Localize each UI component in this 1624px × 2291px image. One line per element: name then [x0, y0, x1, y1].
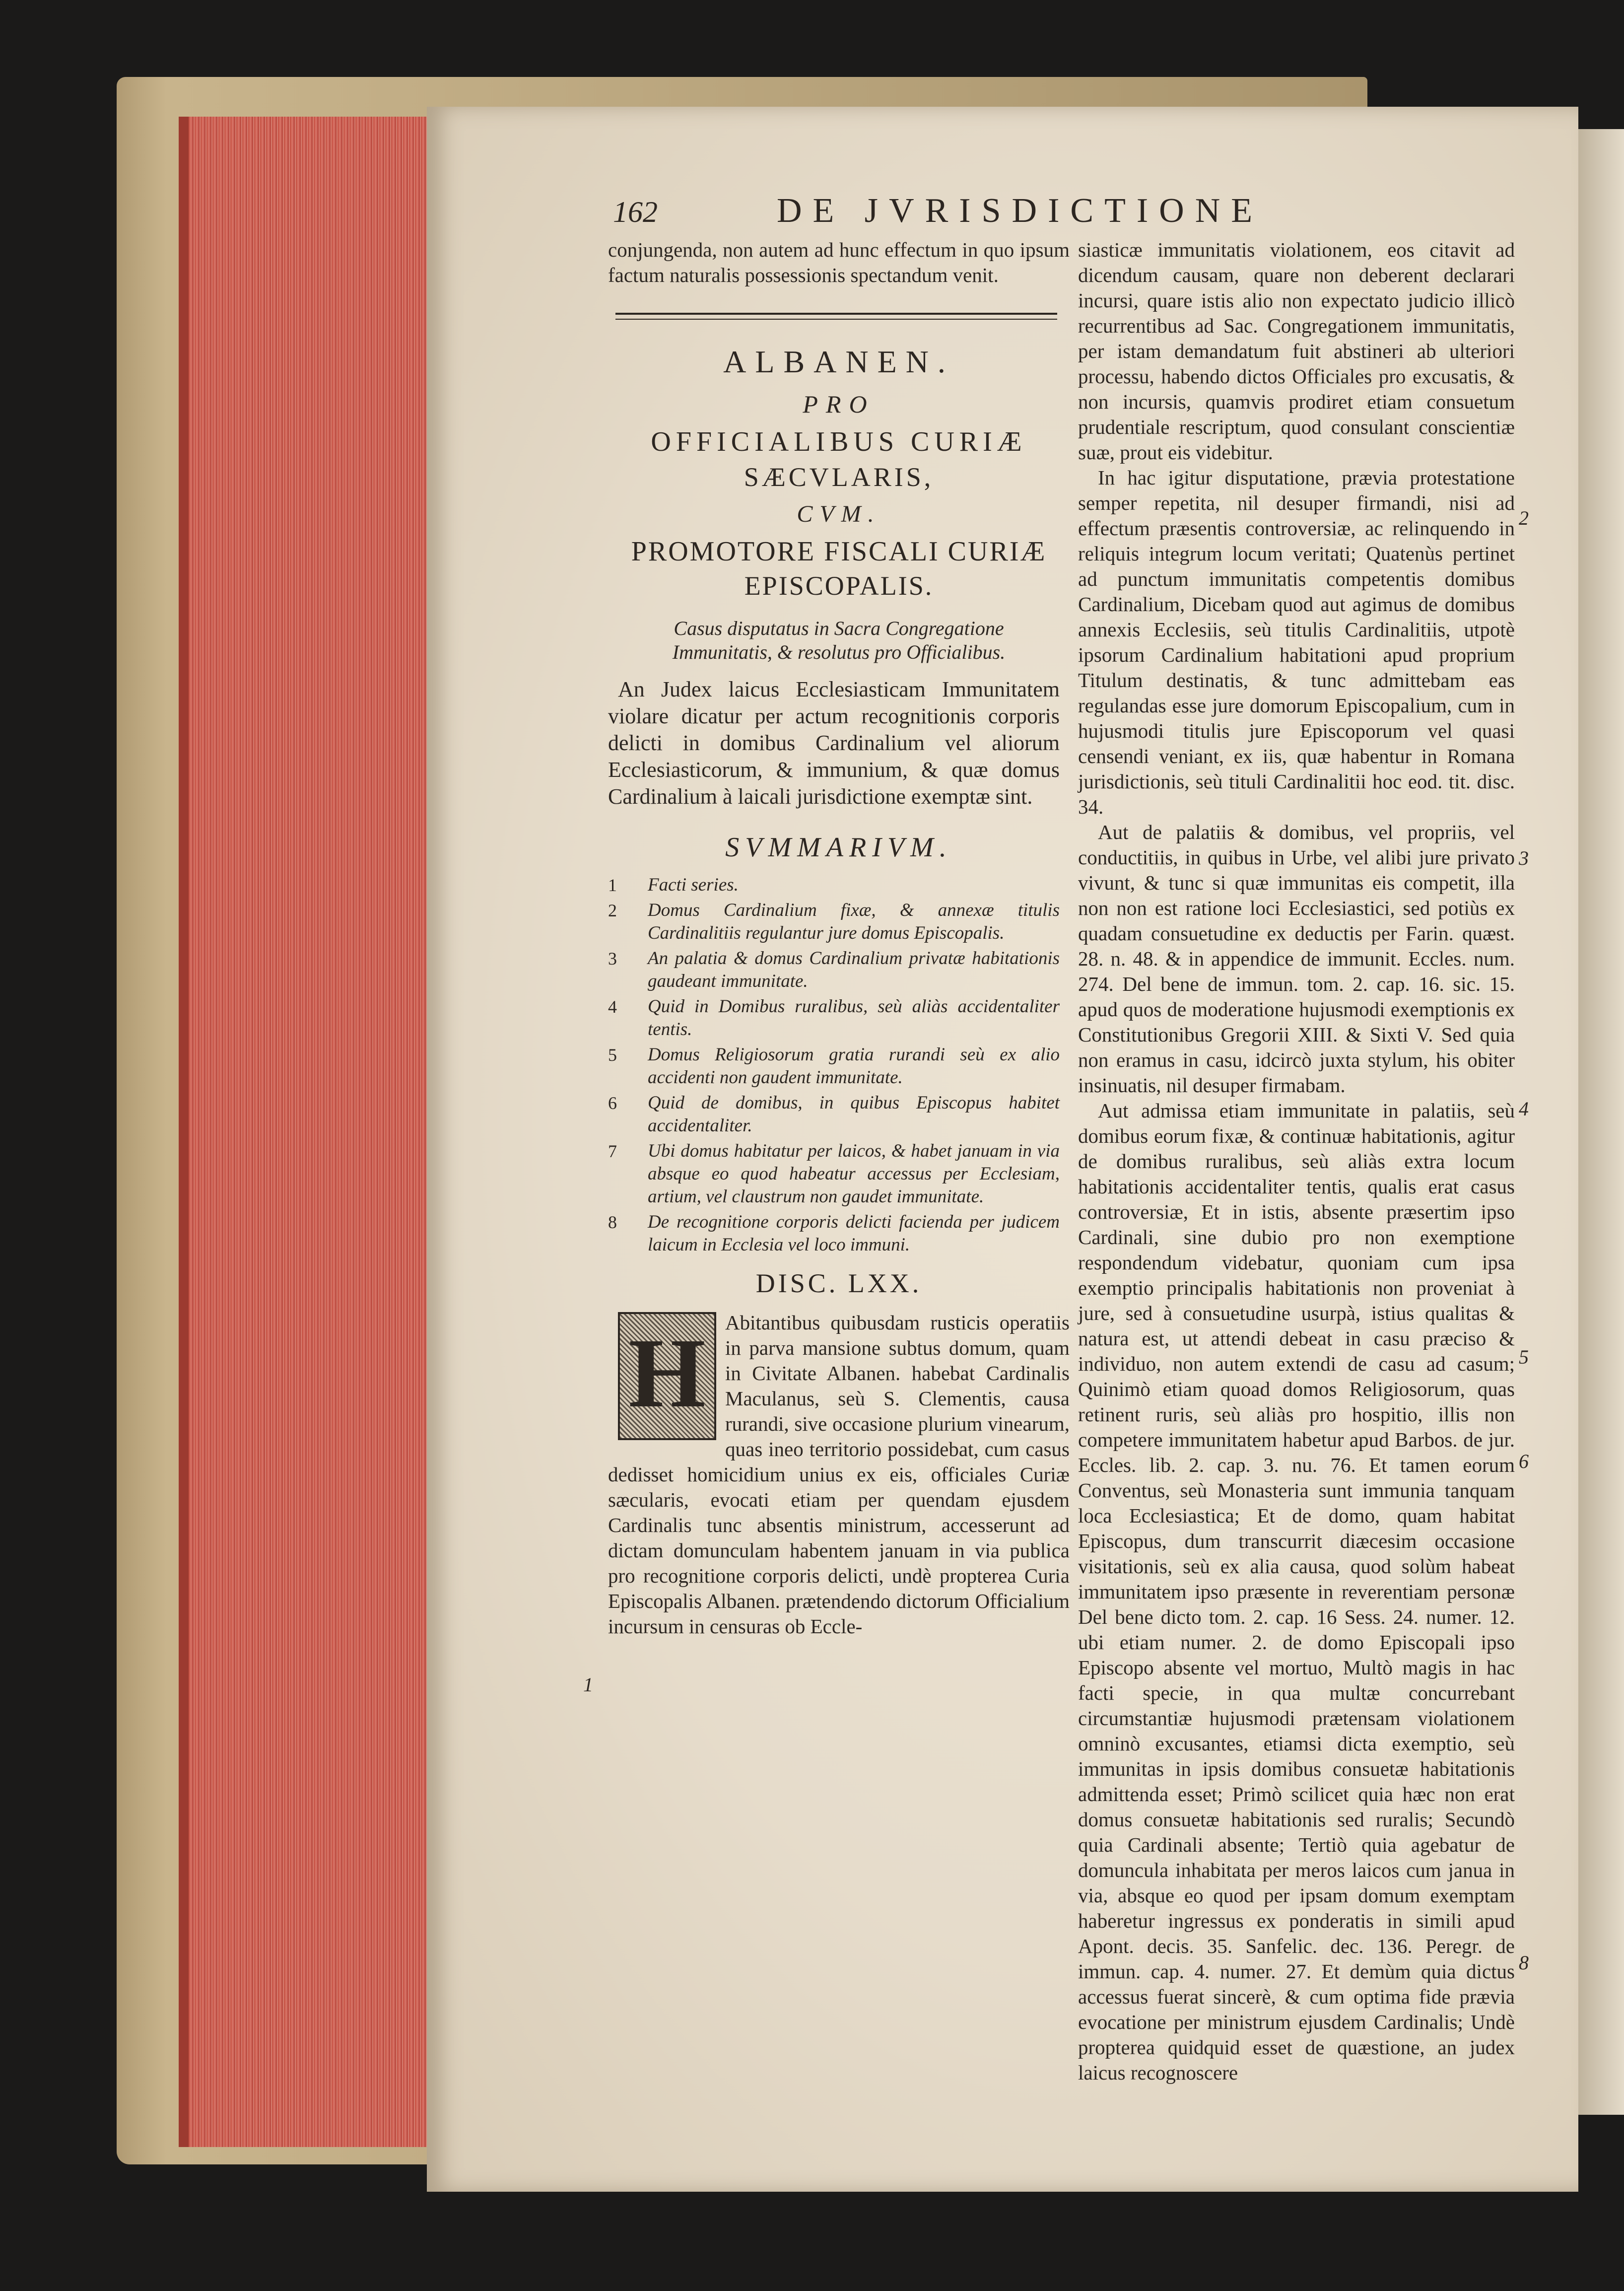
summary-number: 8 [608, 1212, 617, 1232]
margin-number: 8 [1519, 1951, 1529, 1974]
summary-text: Domus Cardinalium fixæ, & annexæ titulis Cardinalitiis regulantur jure domus Episcopalis. [648, 900, 1060, 943]
page-edge [179, 117, 447, 2147]
margin-number: 4 [1519, 1098, 1529, 1120]
summary-item [608, 1092, 1070, 1137]
summary-heading: SVMMARIVM. [725, 832, 952, 863]
left-column [608, 237, 1070, 1639]
summary-item [608, 1211, 1070, 1256]
case-name: ALBANEN. [723, 344, 954, 379]
summary-number: 3 [608, 949, 617, 969]
summary-item [608, 947, 1070, 993]
summary-item [608, 899, 1070, 945]
summary-text: Domus Religiosorum gratia rurandi seù ex alio accidenti non gaudent immunitate. [648, 1044, 1060, 1088]
episcopalis-line: EPISCOPALIS. [744, 571, 934, 601]
running-head [613, 191, 1531, 236]
summary-text: Quid de domibus, in quibus Episcopus habitet accidentaliter. [648, 1093, 1060, 1136]
margin-number: 1 [583, 1673, 593, 1696]
section-rule [615, 313, 1057, 320]
page-number: 162 [613, 196, 658, 228]
discourse-body [608, 1310, 1070, 1639]
summary-list [608, 874, 1070, 1256]
summary-number: 6 [608, 1093, 617, 1113]
summary-number: 7 [608, 1141, 617, 1161]
summary-item [608, 995, 1070, 1041]
cum-line: CVM. [797, 501, 881, 527]
margin-number: 2 [1519, 507, 1529, 529]
discourse-heading: DISC. LXX. [755, 1268, 922, 1298]
paragraph: Aut admissa etiam immunitate in palatiis, seù domibus eorum fixæ, & continuæ habitationis, agitur de domibus ruralibus, seù aliàs extra locum habitationis accidentaliter tentis, qualis erat casus controversiæ, Et in istis, absente præsertim ipso Cardinali, sine dubio pro non exemptione respondendum videbatur, quoniam cum ipsa exemptio principalis habitationis non proveniat à jure, sed à consuetudine usurpà, istius qualitas & natura est, ut attendi debeat in casu præciso & individuo, non autem extendi de casu ad casum; Quinimò etiam quoad domos Religiosorum, quas retinent ruris, seù aliàs pro hospitio, illis non competere immunitatem habetur apud Barbos. de jur. Eccles. lib. 2. cap. 3. nu. 76. Et tamen eorum Conventus, seù Monasteria sunt immunia tanquam loca Ecclesiastica; Et de domo, quam habitat Episcopus, dum transcurrit diæcesim occasione visitationis, seù ex alia causa, quod solùm habeat immunitatem ipso præsente in reverentiam personæ Del bene dicto tom. 2. cap. 16 Sess. 24. numer. 12. ubi etiam numer. 2. de domo Episcopali ipso Episcopo absente vel mortuo, Multò magis in hac facti specie, in qua multæ concurrebant circumstantiæ hujusmodi prætensam violationem omninò excusantes, etiamsi dicta exemptio, seù immunitas in ipsis domibus consuetæ habitationis admittenda esset; Primò scilicet quia hæc non erat domus consuetæ habitationis sed ruralis; Secundò quia Cardinali absente; Tertiò quia agebatur de domuncula inhabitata per meros laicos cum janua in via, absque eo quod per ipsam domum exemptam haberetur ingressus ex ponderatis in simili apud Apont. decis. 35. Sanfelic. dec. 136. Peregr. de immun. cap. 4. numer. 27. Et demùm quia dictus accessus fuerat sincerè, & cum optima fide prævia evocatione per ministrum ejusdem Cardinalis; Undè propterea quidquid esset de quæstione, an judex laicus recognoscere [1078, 1099, 1515, 2084]
initial-letter: H [628, 1319, 706, 1428]
right-column [1078, 237, 1515, 2085]
margin-number: 3 [1519, 847, 1529, 869]
promotore-line: PROMOTORE FISCALI CURIÆ [631, 536, 1047, 567]
paragraph: In hac igitur disputatione, prævia protestatione semper repetita, nil desuper firmandi, nisi ad effectum præsentis controversiæ, ac relinquendo in reliquis integrum locum veritati; Quatenùs pertinet ad punctum immunitatis competentis domibus Cardinalium, Dicebam quod aut agimus de domibus annexis Ecclesiis, seù titulis Cardinalitiis, utpotè ipsorum Cardinalium habitationi apud proprium Titulum destinatis, & tunc admittebam eas regulandas esse jure domorum Episcopalium, cum in hujusmodi titulis jure Episcoporum vel quasi censendi veniant, ex iis, quæ habentur in Romana jurisdictionis, seù tituli Cardinalitii hoc eod. tit. disc. 34. [1078, 466, 1515, 818]
question-text: An Judex laicus Ecclesiasticam Immunitatem violare dicatur per actum recognitionis corporis delicti in domibus Cardinalium vel aliorum Ecclesiasticorum, & immunium, & quæ domus Cardinalium à laicali jurisdictione exemptæ sint. [608, 677, 1060, 809]
summary-item [608, 874, 1070, 897]
facing-page-edge [1578, 129, 1624, 2115]
summary-item [608, 1140, 1070, 1208]
paragraph: siasticæ immunitatis violationem, eos citavit ad dicendum causam, quare non deberent declarari incursi, quare istis alio non expectato judicio illicò recurrentibus ad Sac. Congregationem immunitatis, per istam demandatum fuit abstineri ab ulteriori processu, habendo dictos Officiales pro excusatis, & non incursis, quamvis prodiret etiam consuetum prudentiale rescriptum, quod consulant conscientiæ suæ, prout eis videbitur. [1078, 238, 1515, 464]
summary-text: Quid in Domibus ruralibus, seù aliàs accidentaliter tentis. [648, 996, 1060, 1040]
pro-line: PRO [803, 390, 875, 418]
margin-number: 6 [1519, 1450, 1529, 1472]
summary-text: Ubi domus habitatur per laicos, & habet januam in via absque eo quod habeatur accessus per Ecclesiam, artium, vel claustrum non gaudet immunitate. [648, 1141, 1060, 1207]
paragraph: Aut de palatiis & domibus, vel propriis, vel conductitiis, in quibus in Urbe, vel alibi jure privato vivunt, & tunc si quæ immunitas eis competit, illa non non est ratione loci Ecclesiastici, sed potiùs ex quadam consuetudine ex deductis per Farin. quæst. 28. n. 48. & in appendice de immunit. Eccles. num. 274. Del bene de immun. tom. 2. cap. 16. sic. 15. apud quos de moderatione hujusmodi exemptionis ex Constitutionibus Gregorii XIII. & Sixti V. Sed quia non eramus in casu, idcircò juxta stylum, his obiter insinuatis, nil desuper firmabam. [1078, 821, 1515, 1097]
summary-number: 4 [608, 997, 617, 1017]
summary-item [608, 1043, 1070, 1089]
decorated-initial [618, 1312, 716, 1440]
summary-text: An palatia & domus Cardinalium privatæ habitationis gaudeant immunitate. [648, 948, 1060, 991]
summary-number: 1 [608, 875, 617, 895]
summary-number: 5 [608, 1045, 617, 1065]
running-title: DE JVRISDICTIONE [777, 192, 1264, 230]
summary-text: Facti series. [648, 875, 739, 895]
discourse-text: Abitantibus quibusdam rusticis operatiis in parva mansione subtus domum, quam in Civitate Albanen. habebat Cardinalis Maculanus, seù S. Clementis, causa rurandi, sive occasione plurium vinearum, quas ineo territorio possidebat, cum casus dedisset homicidium unius ex eis, officiales Curiæ sæcularis, evocati etiam per quendam ejusdem Cardinalis tunc absentis ministrum, accesserunt ad dictam domunculam habentem januam in via publica pro recognitione corporis delicti, undè propterea Curia Episcopalis Albanen. prætendendo dictorum Officialium incursum in censuras ob Eccle- [608, 1311, 1070, 1638]
margin-number: 5 [1519, 1346, 1529, 1368]
casus-note: Casus disputatus in Sacra Congregatione Immunitatis, & resolutus pro Officialibus. [672, 617, 1006, 663]
summary-text: De recognitione corporis delicti facienda per judicem laicum in Ecclesia vel loco immuni. [648, 1212, 1060, 1255]
continuation-text: conjungenda, non autem ad hunc effectum in quo ipsum factum naturalis possessionis spectandum venit. [608, 238, 1070, 286]
saecularis-line: SÆCVLARIS, [744, 462, 934, 492]
officials-line: OFFICIALIBUS CURIÆ [651, 426, 1027, 457]
summary-number: 2 [608, 901, 617, 920]
